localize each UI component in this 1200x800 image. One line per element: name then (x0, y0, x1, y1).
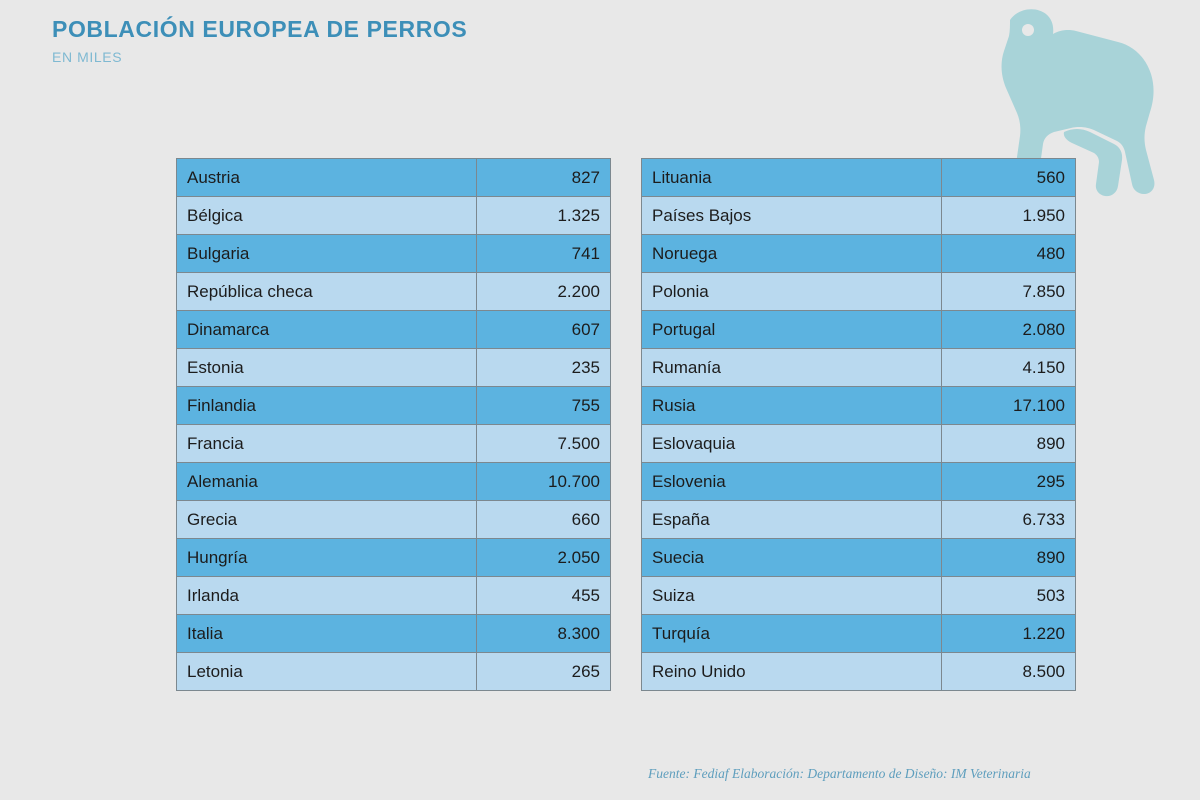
country-cell: Eslovenia (642, 463, 942, 501)
table-row (177, 577, 611, 615)
country-cell: Portugal (642, 311, 942, 349)
value-cell: 741 (477, 235, 611, 273)
value-cell: 607 (477, 311, 611, 349)
country-cell: Países Bajos (642, 197, 942, 235)
country-cell: República checa (177, 273, 477, 311)
value-cell: 2.050 (477, 539, 611, 577)
country-cell: Estonia (177, 349, 477, 387)
table-row (177, 539, 611, 577)
value-cell: 890 (942, 425, 1076, 463)
value-cell: 265 (477, 653, 611, 691)
table-row (642, 539, 1076, 577)
table-row (177, 387, 611, 425)
country-cell: Polonia (642, 273, 942, 311)
table-row (642, 463, 1076, 501)
country-cell: Finlandia (177, 387, 477, 425)
country-cell: Turquía (642, 615, 942, 653)
value-cell: 1.950 (942, 197, 1076, 235)
value-cell: 6.733 (942, 501, 1076, 539)
value-cell: 235 (477, 349, 611, 387)
dog-population-table-right (641, 158, 1076, 691)
value-cell: 755 (477, 387, 611, 425)
country-cell: Bélgica (177, 197, 477, 235)
country-cell: Grecia (177, 501, 477, 539)
value-cell: 503 (942, 577, 1076, 615)
source-note: Fuente: Fediaf Elaboración: Departamento de Diseño: IM Veterinaria (648, 766, 1031, 781)
data-table (641, 158, 1076, 691)
value-cell: 7.850 (942, 273, 1076, 311)
table-row (177, 349, 611, 387)
country-cell: Suecia (642, 539, 942, 577)
table-row (177, 615, 611, 653)
table-row (177, 273, 611, 311)
table-row (177, 235, 611, 273)
value-cell: 480 (942, 235, 1076, 273)
country-cell: España (642, 501, 942, 539)
table-row (177, 425, 611, 463)
page-header (52, 16, 467, 65)
table-body-right (642, 159, 1076, 691)
country-cell: Noruega (642, 235, 942, 273)
table-row (642, 501, 1076, 539)
country-cell: Reino Unido (642, 653, 942, 691)
country-cell: Austria (177, 159, 477, 197)
value-cell: 10.700 (477, 463, 611, 501)
value-cell: 455 (477, 577, 611, 615)
table-row (642, 349, 1076, 387)
country-cell: Italia (177, 615, 477, 653)
table-row (177, 197, 611, 235)
value-cell: 660 (477, 501, 611, 539)
value-cell: 827 (477, 159, 611, 197)
country-cell: Suiza (642, 577, 942, 615)
country-cell: Dinamarca (177, 311, 477, 349)
value-cell: 890 (942, 539, 1076, 577)
table-row (642, 653, 1076, 691)
value-cell: 8.300 (477, 615, 611, 653)
value-cell: 560 (942, 159, 1076, 197)
table-row (642, 311, 1076, 349)
table-row (642, 197, 1076, 235)
page-subtitle: EN MILES (52, 49, 123, 65)
country-cell: Letonia (177, 653, 477, 691)
table-row (642, 615, 1076, 653)
value-cell: 295 (942, 463, 1076, 501)
data-table (176, 158, 611, 691)
value-cell: 1.220 (942, 615, 1076, 653)
table-row (642, 387, 1076, 425)
table-row (177, 463, 611, 501)
dog-population-table-left (176, 158, 611, 691)
table-row (177, 653, 611, 691)
table-row (642, 159, 1076, 197)
value-cell: 1.325 (477, 197, 611, 235)
table-row (642, 577, 1076, 615)
country-cell: Rusia (642, 387, 942, 425)
value-cell: 17.100 (942, 387, 1076, 425)
country-cell: Irlanda (177, 577, 477, 615)
table-body-left (177, 159, 611, 691)
country-cell: Alemania (177, 463, 477, 501)
page-title: POBLACIÓN EUROPEA DE PERROS (52, 16, 468, 42)
country-cell: Francia (177, 425, 477, 463)
value-cell: 4.150 (942, 349, 1076, 387)
country-cell: Eslovaquia (642, 425, 942, 463)
country-cell: Rumanía (642, 349, 942, 387)
value-cell: 8.500 (942, 653, 1076, 691)
table-row (177, 159, 611, 197)
table-row (177, 501, 611, 539)
country-cell: Bulgaria (177, 235, 477, 273)
table-row (642, 273, 1076, 311)
value-cell: 2.200 (477, 273, 611, 311)
table-row (177, 311, 611, 349)
table-row (642, 425, 1076, 463)
value-cell: 2.080 (942, 311, 1076, 349)
country-cell: Hungría (177, 539, 477, 577)
value-cell: 7.500 (477, 425, 611, 463)
table-row (642, 235, 1076, 273)
country-cell: Lituania (642, 159, 942, 197)
